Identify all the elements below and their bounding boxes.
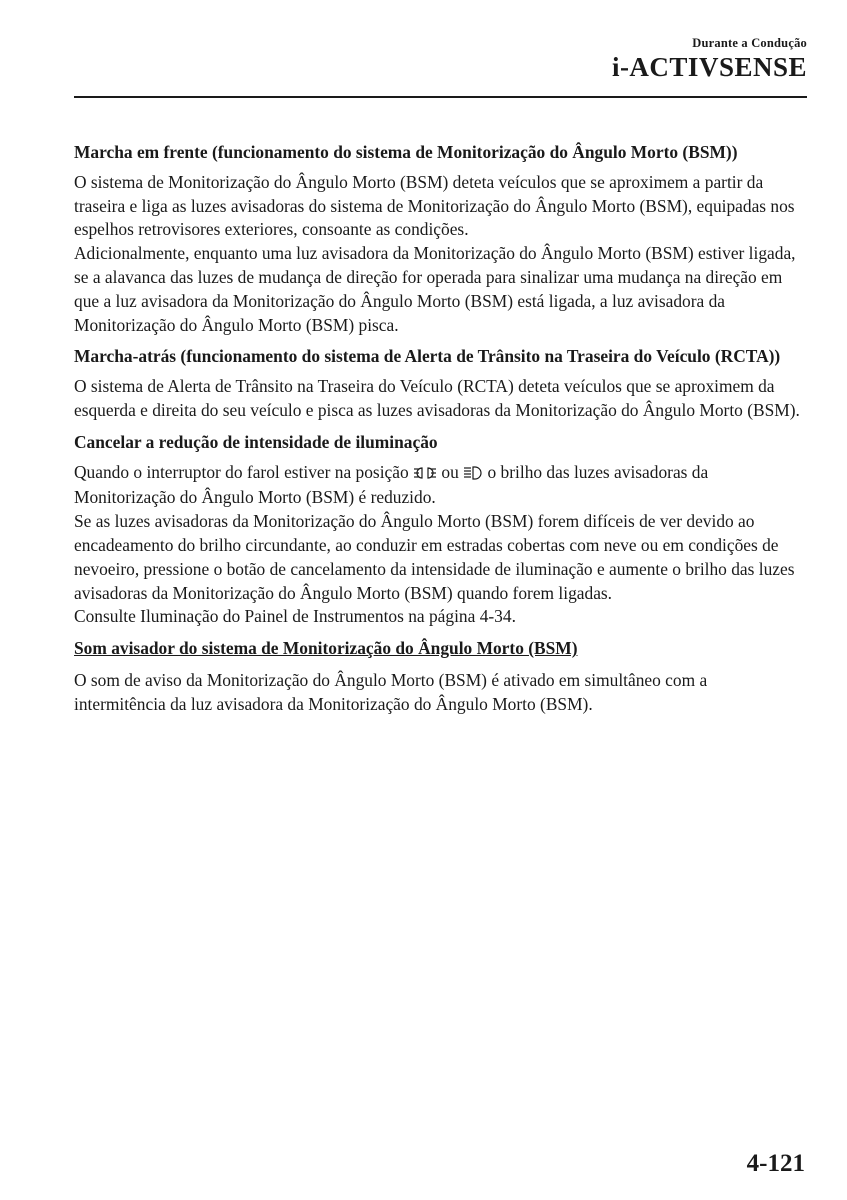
paragraph-reverse-rcta: O sistema de Alerta de Trânsito na Traseira do Veículo (RCTA) deteta veículos que se aproximem da esquerda e direita do seu veículo e pisca as luzes avisadoras da Monitorização do Ângulo Morto (BSM).: [74, 376, 800, 420]
section-title: i-ACTIVSENSE: [611, 52, 807, 82]
heading-reverse-rcta: Marcha-atrás (funcionamento do sistema de Alerta de Trânsito na Traseira do Veículo (RCTA)): [74, 346, 781, 367]
heading-cancel-dimming: Cancelar a redução de intensidade de iluminação: [74, 431, 438, 452]
heading-bsm-warning-sound: Som avisador do sistema de Monitorização do Ângulo Morto (BSM): [74, 638, 578, 659]
headlights-icon: [463, 463, 483, 487]
text-segment: Quando o interruptor do farol estiver na posição: [74, 461, 409, 482]
header-rule: [74, 96, 807, 98]
text-segment: o brilho das luzes avisadoras da Monitorização do Ângulo Morto (BSM) é reduzido.: [74, 461, 709, 508]
paragraph-forward-bsm-1: O sistema de Monitorização do Ângulo Morto (BSM) deteta veículos que se aproximem a partir da traseira e liga as luzes avisadoras do sistema de Monitorização do Ângulo Morto (BSM), equipadas nos espelhos retrovisores exteriores, consoante as condições.: [74, 171, 795, 240]
paragraph-forward-bsm-2: Adicionalmente, enquanto uma luz avisadora da Monitorização do Ângulo Morto (BSM) estiver ligada, se a alavanca das luzes de mudança de direção for operada para sinalizar uma mudança na direção em que a luz avisadora da Monitorização do Ângulo Morto (BSM) está ligada, a luz avisadora da Monitorização do Ângulo Morto (BSM) pisca.: [74, 243, 796, 335]
text-segment: ou: [441, 461, 459, 482]
paragraph-cancel-dimming-3: Consulte Iluminação do Painel de Instrumentos na página 4-34.: [74, 606, 516, 627]
paragraph-cancel-dimming-2: Se as luzes avisadoras da Monitorização do Ângulo Morto (BSM) forem difíceis de ver devido ao encadeamento do brilho circundante, ao conduzir em estradas cobertas com neve ou em condições de nevoeiro, pressione o botão de cancelamento da intensidade de iluminação e aumente o brilho das luzes avisadoras da Monitorização do Ângulo Morto (BSM) quando forem ligadas.: [74, 511, 795, 603]
page-header: [612, 36, 807, 83]
main-content: [74, 141, 800, 725]
paragraph-cancel-dimming-1: [74, 461, 800, 511]
paragraph-bsm-warning-sound: O som de aviso da Monitorização do Ângulo Morto (BSM) é ativado em simultâneo com a intermitência da luz avisadora da Monitorização do Ângulo Morto (BSM).: [74, 669, 708, 714]
page-number: 4-121: [746, 1150, 805, 1177]
chapter-label: Durante a Condução: [692, 36, 807, 50]
heading-forward-bsm: Marcha em frente (funcionamento do sistema de Monitorização do Ângulo Morto (BSM)): [74, 142, 738, 162]
parking-lights-icon: [413, 463, 437, 487]
